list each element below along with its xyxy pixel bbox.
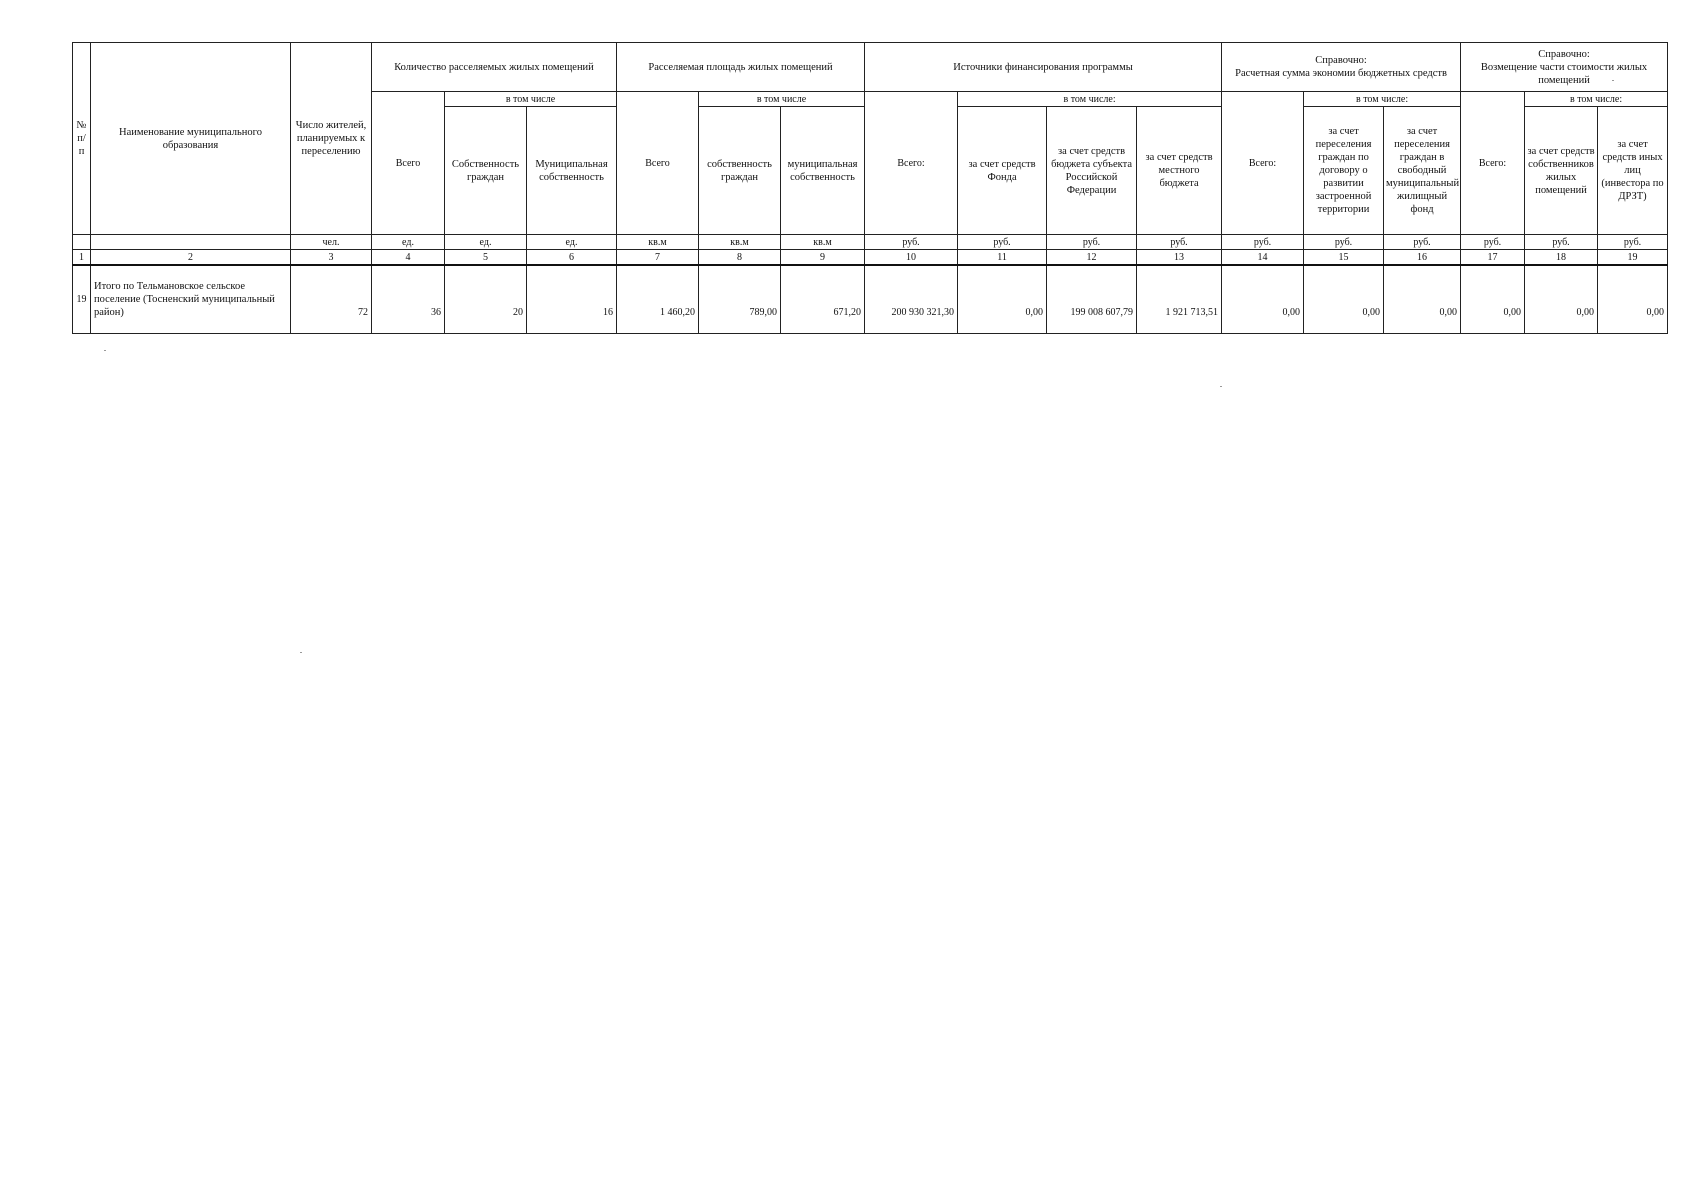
column-number-cell: 2 (91, 250, 291, 266)
unit-cell: чел. (291, 235, 372, 250)
header-incl-savings: в том числе: (1304, 92, 1461, 107)
header-group-reimbursement: Справочно: Возмещение части стоимости жилых помещений (1461, 43, 1668, 92)
resettlement-table (72, 42, 1668, 334)
value-funding-local: 1 921 713,51 (1137, 265, 1222, 334)
value-funding-total: 200 930 321,30 (865, 265, 958, 334)
column-number-cell: 7 (617, 250, 699, 266)
header-col-6: Муниципальная собственность (527, 107, 617, 235)
column-number-cell: 10 (865, 250, 958, 266)
value-savings-total: 0,00 (1222, 265, 1304, 334)
header-col-7: Всего (617, 92, 699, 235)
value-area-total: 1 460,20 (617, 265, 699, 334)
value-funding-fund: 0,00 (958, 265, 1047, 334)
unit-cell: руб. (958, 235, 1047, 250)
header-row-number: № п/ п (73, 43, 91, 235)
header-col-17: Всего: (1461, 92, 1525, 235)
unit-cell: руб. (1222, 235, 1304, 250)
column-number-cell: 19 (1598, 250, 1668, 266)
column-number-cell: 14 (1222, 250, 1304, 266)
header-group-savings: Справочно: Расчетная сумма экономии бюджетных средств (1222, 43, 1461, 92)
column-number-cell: 15 (1304, 250, 1384, 266)
unit-cell: кв.м (699, 235, 781, 250)
table-row (73, 265, 1668, 334)
municipality-name: Итого по Тельмановское сельское поселение (Тосненский муниципальный район) (91, 265, 291, 334)
column-number-cell: 16 (1384, 250, 1461, 266)
scan-speck (104, 350, 106, 351)
unit-cell: кв.м (617, 235, 699, 250)
header-col-9: муниципальная собственность (781, 107, 865, 235)
value-dwellings-private: 20 (445, 265, 527, 334)
header-incl-area: в том числе (699, 92, 865, 107)
unit-cell: руб. (1384, 235, 1461, 250)
column-number-cell: 8 (699, 250, 781, 266)
unit-cell: руб. (1047, 235, 1137, 250)
unit-cell: руб. (1461, 235, 1525, 250)
unit-cell: ед. (445, 235, 527, 250)
header-col-19: за счет средств иных лиц (инвестора по ДРЗТ) (1598, 107, 1668, 235)
header-col-13: за счет средств местного бюджета (1137, 107, 1222, 235)
column-number-cell: 1 (73, 250, 91, 266)
header-residents: Число жителей, планируемых к переселению (291, 43, 372, 235)
unit-cell: руб. (1137, 235, 1222, 250)
header-group-dwelling-count: Количество расселяемых жилых помещений (372, 43, 617, 92)
header-municipality-name: Наименование муниципального образования (91, 43, 291, 235)
header-group-funding: Источники финансирования программы (865, 43, 1222, 92)
column-number-cell: 13 (1137, 250, 1222, 266)
value-dwellings-total: 36 (372, 265, 445, 334)
value-area-private: 789,00 (699, 265, 781, 334)
value-reimb-investor: 0,00 (1598, 265, 1668, 334)
header-incl-count: в том числе (445, 92, 617, 107)
header-col-12: за счет средств бюджета субъекта Российской Федерации (1047, 107, 1137, 235)
value-funding-regional: 199 008 607,79 (1047, 265, 1137, 334)
header-col-10: Всего: (865, 92, 958, 235)
column-number-cell: 4 (372, 250, 445, 266)
unit-cell (73, 235, 91, 250)
header-col-16: за счет переселения граждан в свободный муниципальный жилищный фонд (1384, 107, 1461, 235)
column-number-cell: 11 (958, 250, 1047, 266)
scan-speck (1220, 386, 1222, 387)
column-number-cell: 3 (291, 250, 372, 266)
unit-cell: кв.м (781, 235, 865, 250)
header-col-8: собственность граждан (699, 107, 781, 235)
value-residents: 72 (291, 265, 372, 334)
unit-cell: ед. (527, 235, 617, 250)
header-col-11: за счет средств Фонда (958, 107, 1047, 235)
header-incl-reimbursement: в том числе: (1525, 92, 1668, 107)
unit-cell: руб. (865, 235, 958, 250)
header-incl-funding: в том числе: (958, 92, 1222, 107)
value-savings-free-fund: 0,00 (1384, 265, 1461, 334)
unit-cell: руб. (1598, 235, 1668, 250)
header-col-5: Собственность граждан (445, 107, 527, 235)
unit-cell: руб. (1525, 235, 1598, 250)
header-col-18: за счет средств собственников жилых помещений (1525, 107, 1598, 235)
header-group-dwelling-area: Расселяемая площадь жилых помещений (617, 43, 865, 92)
unit-cell (91, 235, 291, 250)
column-number-cell: 18 (1525, 250, 1598, 266)
column-number-cell: 12 (1047, 250, 1137, 266)
scan-speck (1612, 80, 1614, 81)
column-number-cell: 6 (527, 250, 617, 266)
column-number-cell: 17 (1461, 250, 1525, 266)
column-number-cell: 9 (781, 250, 865, 266)
value-reimb-total: 0,00 (1461, 265, 1525, 334)
scan-speck (300, 652, 302, 653)
value-savings-development: 0,00 (1304, 265, 1384, 334)
header-col-15: за счет переселения граждан по договору о развитии застроенной территории (1304, 107, 1384, 235)
unit-cell: руб. (1304, 235, 1384, 250)
unit-cell: ед. (372, 235, 445, 250)
header-col-4: Всего (372, 92, 445, 235)
header-col-14: Всего: (1222, 92, 1304, 235)
value-dwellings-municipal: 16 (527, 265, 617, 334)
column-number-cell: 5 (445, 250, 527, 266)
value-reimb-owners: 0,00 (1525, 265, 1598, 334)
row-number: 19 (73, 265, 91, 334)
value-area-municipal: 671,20 (781, 265, 865, 334)
